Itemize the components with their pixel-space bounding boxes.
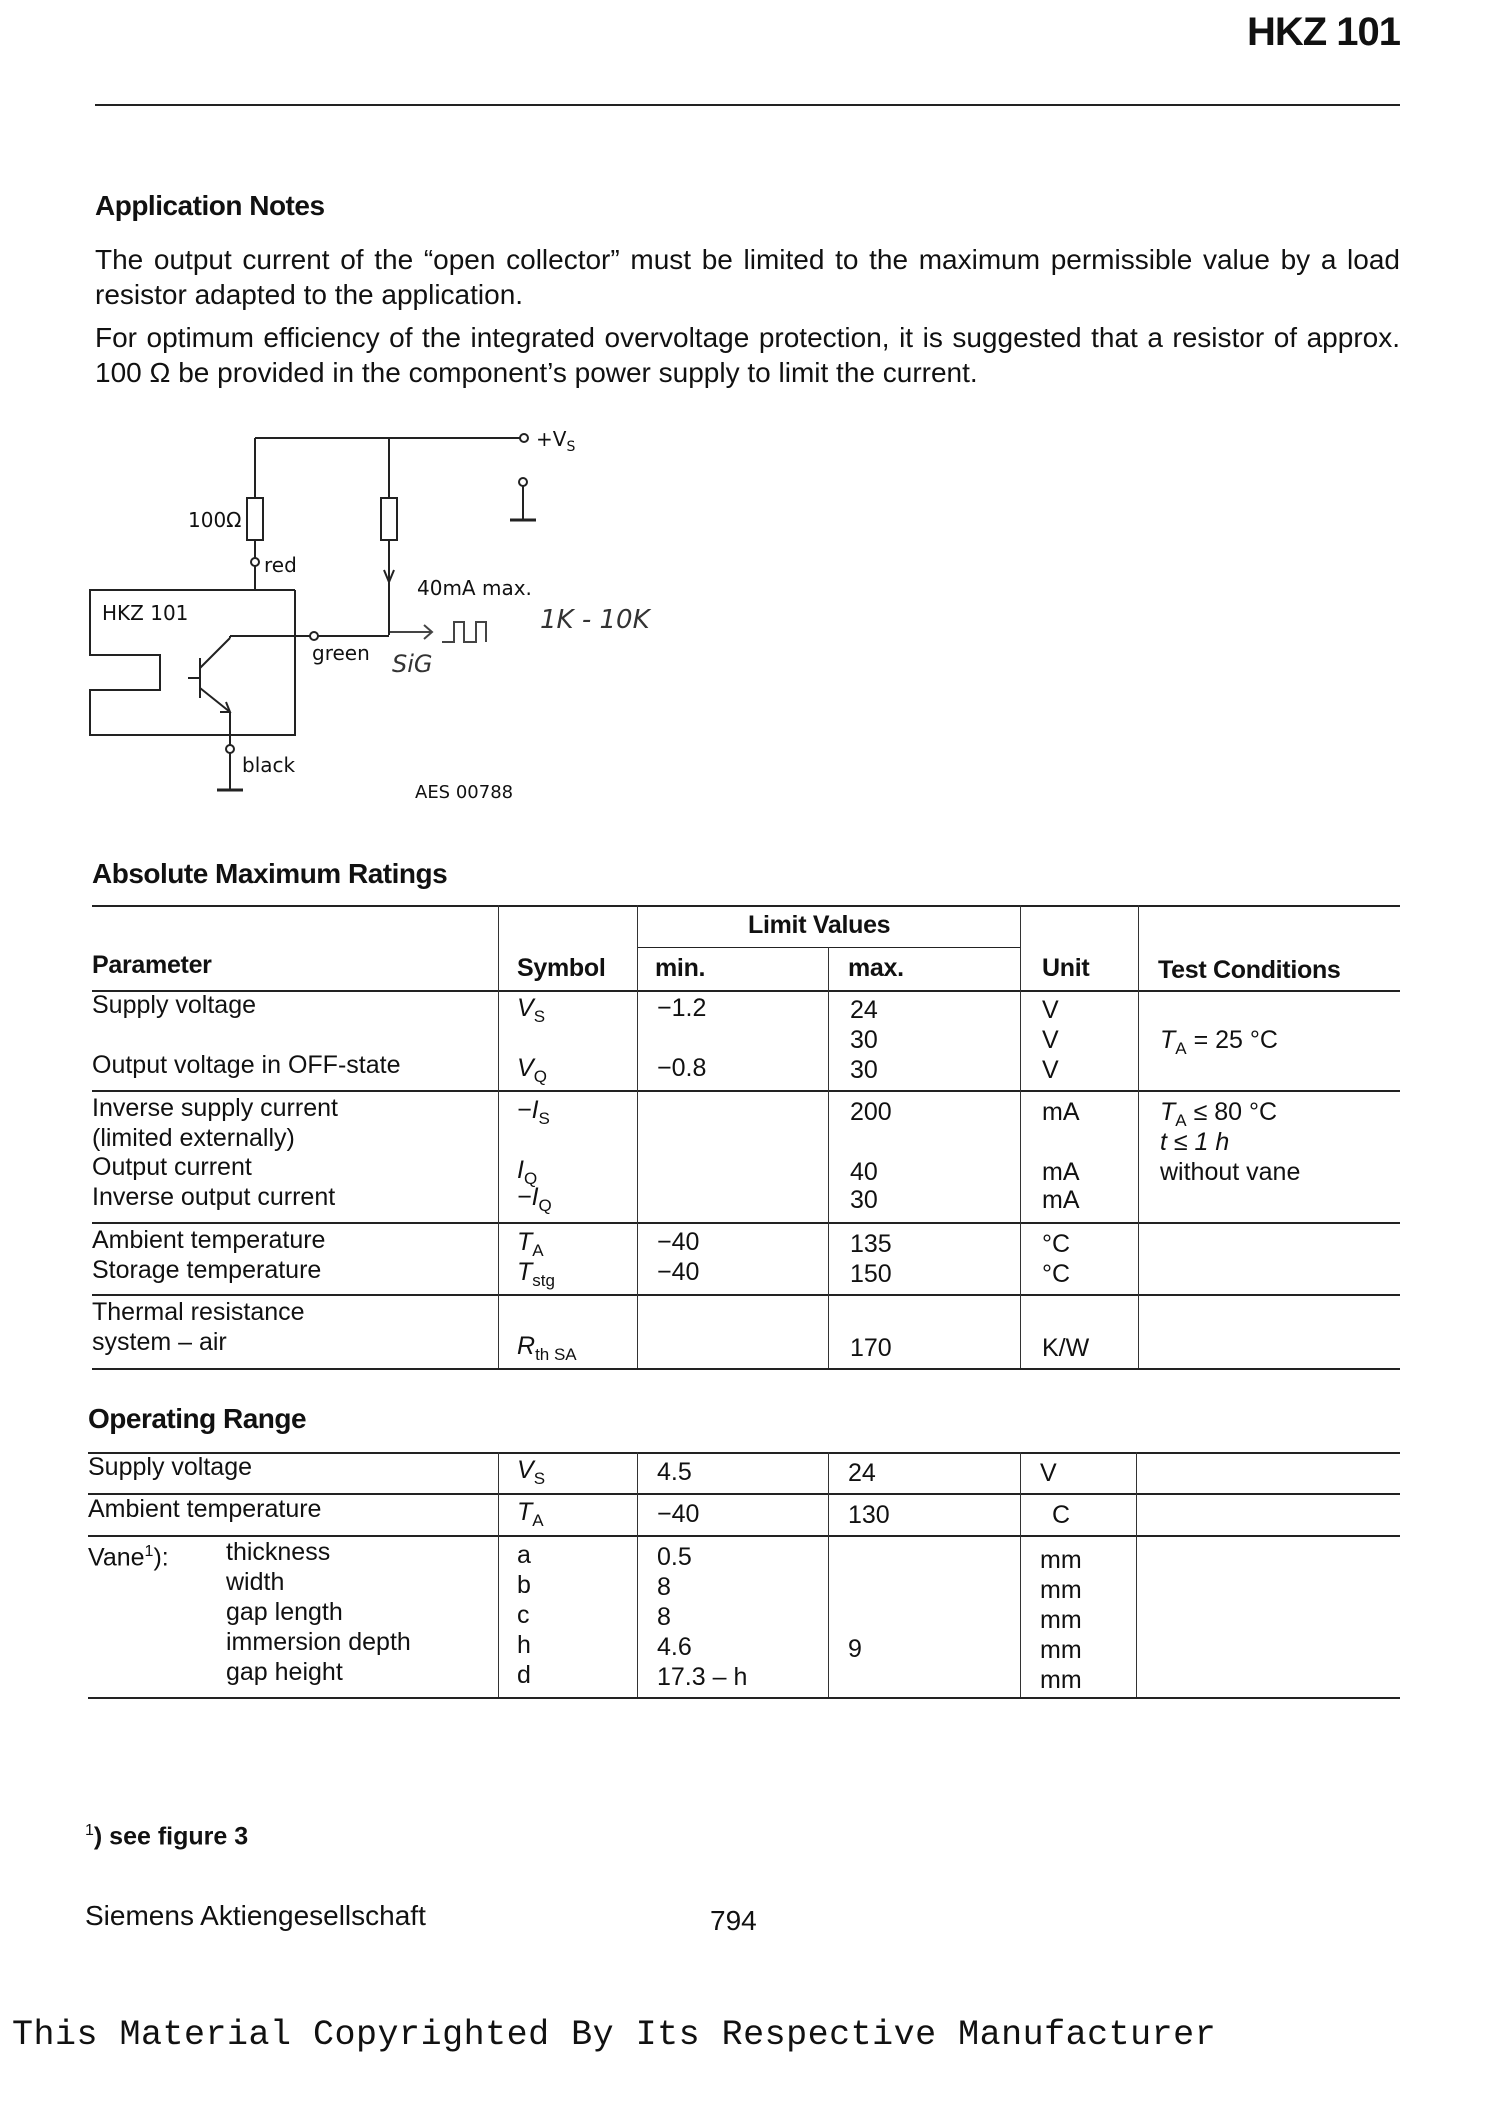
param-inverse-supply-2: (limited externally) bbox=[92, 1124, 295, 1152]
sym-inverse-supply: $-I_S$ bbox=[517, 1096, 550, 1128]
sym-thermal-res: $R_{th SA}$ bbox=[517, 1332, 577, 1364]
vane-item-name: width bbox=[226, 1568, 285, 1596]
cond-inverse-supply-2: t ≤ 1 h bbox=[1160, 1128, 1230, 1156]
cond-supply-voltage: $T_A = 25$ °C bbox=[1160, 1026, 1278, 1058]
handwritten-range-note: 1K - 10K bbox=[540, 605, 650, 635]
application-notes-paragraph-1: The output current of the “open collector” must be limited to the maximum permissible value by a load resistor adapted to the application. bbox=[95, 244, 1400, 310]
vane-item-unit: mm bbox=[1040, 1636, 1082, 1664]
op-vane-label: Vane$^1$): bbox=[88, 1543, 169, 1572]
min-supply-voltage: −1.2 bbox=[657, 994, 707, 1022]
sym-output-current: $I_Q$ bbox=[517, 1156, 538, 1188]
vane-item-sym: a bbox=[517, 1541, 531, 1569]
min-output-voltage-off: −0.8 bbox=[657, 1054, 707, 1082]
vane-item-min: 0.5 bbox=[657, 1543, 692, 1571]
param-storage-temp: Storage temperature bbox=[92, 1256, 322, 1284]
vane-item-name: gap height bbox=[226, 1658, 343, 1686]
vane-item-name: immersion depth bbox=[226, 1628, 411, 1656]
sym-inverse-output: $-I_Q$ bbox=[517, 1183, 552, 1215]
max-output-voltage-off: 30 bbox=[850, 1056, 878, 1084]
page-header-title: HKZ 101 bbox=[1246, 10, 1400, 54]
op-sym-supply-voltage: $V_S$ bbox=[517, 1456, 546, 1488]
op-param-ambient-temp: Ambient temperature bbox=[88, 1495, 322, 1523]
supply-voltage-label: $+V_S$ bbox=[536, 427, 576, 455]
vane-item-sym: h bbox=[517, 1631, 531, 1659]
param-ambient-temp: Ambient temperature bbox=[92, 1226, 326, 1254]
op-max-ambient-temp: 130 bbox=[848, 1501, 890, 1529]
vane-item-unit: mm bbox=[1040, 1576, 1082, 1604]
param-output-voltage-off: Output voltage in OFF-state bbox=[92, 1051, 401, 1079]
sym-storage-temp: $T_{stg}$ bbox=[517, 1258, 555, 1290]
resistor-value-label: 100Ω bbox=[188, 508, 242, 532]
handwritten-sig-note: SiG bbox=[392, 650, 433, 678]
max-output-current: 40 bbox=[850, 1158, 878, 1186]
unit-thermal-res: K/W bbox=[1042, 1334, 1090, 1362]
param-thermal-res-1: Thermal resistance bbox=[92, 1298, 305, 1326]
min-storage-temp: −40 bbox=[657, 1258, 700, 1286]
vane-item-sym: d bbox=[517, 1661, 531, 1689]
param-inverse-supply-1: Inverse supply current bbox=[92, 1094, 338, 1122]
current-limit-label: 40mA max. bbox=[417, 576, 532, 600]
op-unit-ambient-temp: C bbox=[1052, 1501, 1071, 1529]
footnote: $^1$) see figure 3 bbox=[85, 1822, 249, 1851]
op-min-supply-voltage: 4.5 bbox=[657, 1458, 692, 1486]
figure-code-label: AES 00788 bbox=[415, 782, 514, 803]
operating-range-heading: Operating Range bbox=[88, 1403, 307, 1434]
vane-item-unit: mm bbox=[1040, 1606, 1082, 1634]
vane-item-sym: c bbox=[517, 1601, 530, 1629]
wire-green-label: green bbox=[312, 641, 370, 665]
vane-item-min: 8 bbox=[657, 1603, 671, 1631]
max-supply-voltage-2: 30 bbox=[850, 1026, 878, 1054]
op-param-supply-voltage: Supply voltage bbox=[88, 1453, 253, 1481]
op-unit-supply-voltage: V bbox=[1040, 1459, 1057, 1487]
vane-item-name: gap length bbox=[226, 1598, 343, 1626]
vane-item-min: 4.6 bbox=[657, 1633, 692, 1661]
unit-ambient-temp: °C bbox=[1042, 1230, 1071, 1258]
header-max: max. bbox=[848, 954, 904, 982]
abs-max-heading: Absolute Maximum Ratings bbox=[92, 858, 448, 889]
max-inverse-output: 30 bbox=[850, 1186, 878, 1214]
footer-company: Siemens Aktiengesellschaft bbox=[85, 1900, 426, 1931]
cond-inverse-supply-3: without vane bbox=[1160, 1158, 1301, 1186]
header-test-conditions: Test Conditions bbox=[1158, 956, 1341, 984]
sym-ambient-temp: $T_A$ bbox=[517, 1228, 544, 1260]
vane-item-unit: mm bbox=[1040, 1546, 1082, 1574]
unit-inverse-supply: mA bbox=[1042, 1098, 1080, 1126]
param-output-current: Output current bbox=[92, 1153, 252, 1181]
cond-inverse-supply-1: $T_A \le 80$ °C bbox=[1160, 1098, 1278, 1130]
max-storage-temp: 150 bbox=[850, 1260, 892, 1288]
min-ambient-temp: −40 bbox=[657, 1228, 700, 1256]
max-supply-voltage-1: 24 bbox=[850, 996, 878, 1024]
vane-item-max: 9 bbox=[848, 1635, 862, 1663]
unit-supply-voltage-1: V bbox=[1042, 996, 1059, 1024]
param-supply-voltage: Supply voltage bbox=[92, 991, 257, 1019]
page-number: 794 bbox=[710, 1905, 757, 1936]
application-circuit-diagram bbox=[80, 420, 720, 810]
device-label: HKZ 101 bbox=[102, 601, 189, 625]
sym-output-voltage-off: $V_Q$ bbox=[517, 1054, 547, 1086]
param-thermal-res-2: system – air bbox=[92, 1328, 227, 1356]
param-inverse-output: Inverse output current bbox=[92, 1183, 336, 1211]
vane-item-min: 8 bbox=[657, 1573, 671, 1601]
vane-item-sym: b bbox=[517, 1571, 531, 1599]
unit-inverse-output: mA bbox=[1042, 1186, 1080, 1214]
wire-black-label: black bbox=[242, 753, 296, 777]
sym-supply-voltage: $V_S$ bbox=[517, 994, 546, 1026]
header-min: min. bbox=[655, 954, 706, 982]
header-rule bbox=[95, 104, 1400, 106]
unit-storage-temp: °C bbox=[1042, 1260, 1071, 1288]
max-inverse-supply: 200 bbox=[850, 1098, 892, 1126]
header-symbol: Symbol bbox=[517, 954, 606, 982]
header-unit: Unit bbox=[1042, 954, 1090, 982]
header-limit-values: Limit Values bbox=[748, 911, 891, 939]
copyright-notice: This Material Copyrighted By Its Respective Manufacturer bbox=[12, 2015, 1217, 2055]
unit-supply-voltage-2: V bbox=[1042, 1026, 1059, 1054]
max-ambient-temp: 135 bbox=[850, 1230, 892, 1258]
application-notes-paragraph-2: For optimum efficiency of the integrated overvoltage protection, it is suggested that a resistor of approx. 100 Ω be provided in the component’s power supply to limit the current. bbox=[95, 322, 1400, 388]
wire-red-label: red bbox=[264, 553, 297, 577]
unit-output-current: mA bbox=[1042, 1158, 1080, 1186]
vane-item-unit: mm bbox=[1040, 1666, 1082, 1694]
application-notes-heading: Application Notes bbox=[95, 190, 325, 221]
header-parameter: Parameter bbox=[92, 951, 212, 979]
op-sym-ambient-temp: $T_A$ bbox=[517, 1498, 544, 1530]
vane-item-name: thickness bbox=[226, 1538, 331, 1566]
max-thermal-res: 170 bbox=[850, 1334, 892, 1362]
op-min-ambient-temp: −40 bbox=[657, 1500, 700, 1528]
op-max-supply-voltage: 24 bbox=[848, 1459, 876, 1487]
vane-item-min: 17.3 – h bbox=[657, 1663, 748, 1691]
unit-output-voltage-off: V bbox=[1042, 1056, 1059, 1084]
